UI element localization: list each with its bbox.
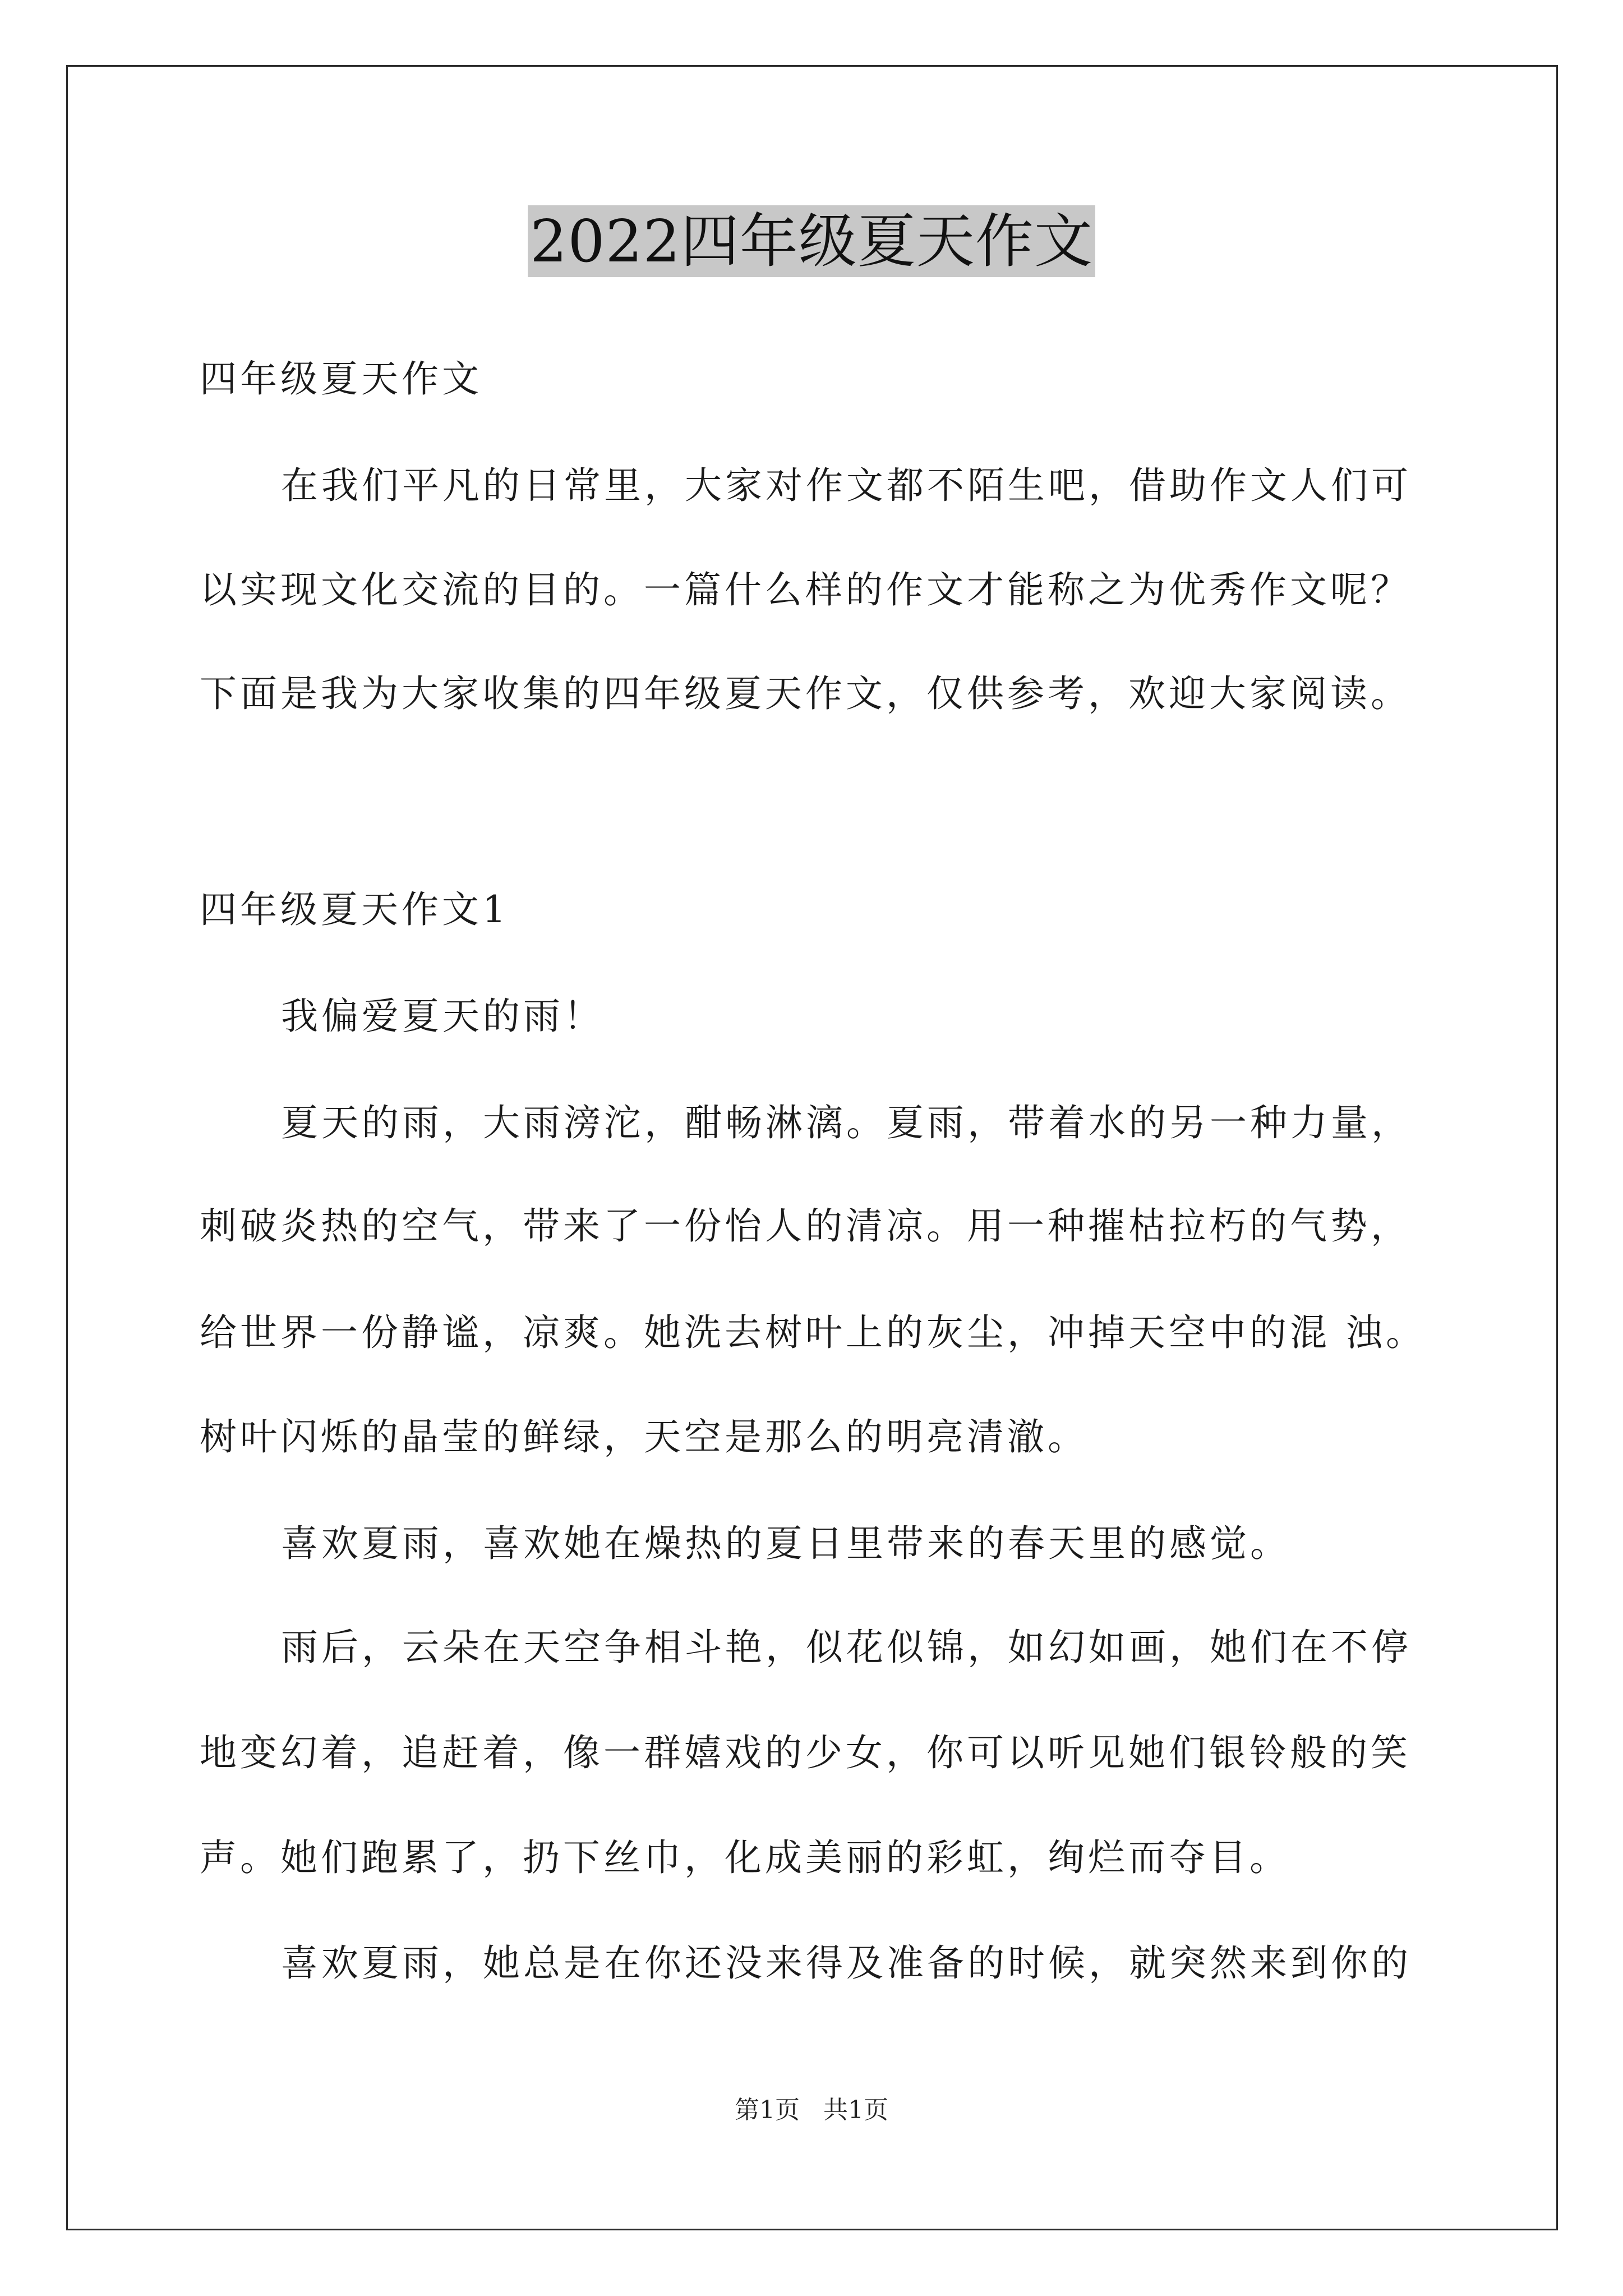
subtitle: 四年级夏天作文 <box>200 357 482 401</box>
body-line: 树叶闪烁的晶莹的鲜绿，天空是那么的明亮清澈。 <box>200 1415 1088 1458</box>
intro-line: 下面是我为大家收集的四年级夏天作文，仅供参考，欢迎大家阅读。 <box>200 672 1411 715</box>
body-line: 地变幻着，追赶着，像一群嬉戏的少女，你可以听见她们银铃般的笑 <box>200 1731 1411 1774</box>
intro-line: 在我们平凡的日常里，大家对作文都不陌生吧，借助作文人们可 <box>281 464 1412 507</box>
body-line: 给世界一份静谧，凉爽。她洗去树叶上的灰尘，冲掉天空中的混 浊。 <box>200 1311 1426 1354</box>
body-line: 雨后，云朵在天空争相斗艳，似花似锦，如幻如画，她们在不停 <box>281 1626 1412 1669</box>
document-title: 2022四年级夏天作文 <box>528 205 1095 277</box>
body-line: 我偏爱夏天的雨！ <box>281 995 604 1038</box>
body-line: 刺破炎热的空气，带来了一份怡人的清凉。用一种摧枯拉朽的气势， <box>200 1204 1411 1248</box>
body-line: 声。她们跑累了，扔下丝巾，化成美丽的彩虹，绚烂而夺目。 <box>200 1836 1290 1879</box>
body-line: 喜欢夏雨，她总是在你还没来得及准备的时候，就突然来到你的 <box>281 1941 1412 1985</box>
title-container <box>0 205 1623 277</box>
page-footer: 第1页 共1页 <box>735 2096 888 2124</box>
intro-line: 以实现文化交流的目的。一篇什么样的作文才能称之为优秀作文呢？ <box>200 568 1411 611</box>
section-heading: 四年级夏天作文1 <box>200 888 509 931</box>
body-line: 夏天的雨，大雨滂沱，酣畅淋漓。夏雨，带着水的另一种力量， <box>281 1101 1412 1144</box>
body-line: 喜欢夏雨，喜欢她在燥热的夏日里带来的春天里的感觉。 <box>281 1522 1290 1565</box>
